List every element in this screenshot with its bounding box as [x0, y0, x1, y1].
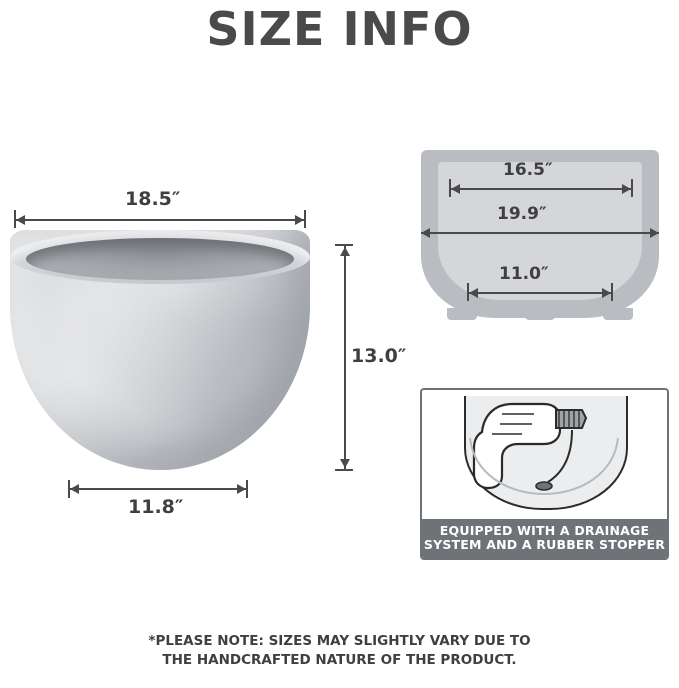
- inner-bottom-label: 11.0″: [499, 264, 549, 284]
- top-width-arrow-right: [295, 215, 304, 225]
- cross-section-foot-center: [525, 308, 555, 320]
- inner-top-arrow-right: [622, 184, 631, 194]
- drainage-caption-line2: SYSTEM AND A RUBBER STOPPER: [423, 537, 666, 552]
- hand-and-stopper-illustration: [422, 390, 667, 520]
- footer-note: [0, 632, 679, 670]
- inner-bottom-cap-right: [611, 283, 613, 301]
- height-arrow-top: [340, 247, 350, 256]
- drainage-caption-line1: EQUIPPED WITH A DRAINAGE: [439, 523, 650, 538]
- top-width-label: 18.5″: [125, 188, 181, 210]
- inner-top-dimension-line: [449, 188, 633, 190]
- cross-section-foot-left: [447, 308, 477, 320]
- inner-top-arrow-left: [451, 184, 460, 194]
- inner-bottom-arrow-left: [469, 288, 478, 298]
- inner-bottom-arrow-right: [602, 288, 611, 298]
- base-width-arrow-left: [70, 484, 79, 494]
- outer-width-arrow-right: [650, 228, 659, 238]
- height-arrow-bottom: [340, 459, 350, 468]
- height-label: 13.0″: [351, 345, 407, 367]
- base-width-label: 11.8″: [128, 496, 184, 518]
- cross-section-panel: [415, 140, 665, 330]
- rubber-stopper-icon: [556, 410, 586, 428]
- outer-width-dimension-line: [421, 232, 659, 234]
- height-dimension-line: [344, 244, 346, 470]
- base-width-dimension-line: [68, 488, 248, 490]
- inner-top-label: 16.5″: [503, 160, 553, 180]
- drainage-caption: [422, 519, 667, 558]
- top-width-arrow-left: [16, 215, 25, 225]
- height-cap-top: [335, 244, 353, 246]
- cross-section-foot-right: [603, 308, 633, 320]
- base-width-arrow-right: [237, 484, 246, 494]
- footer-line-1: *PLEASE NOTE: SIZES MAY SLIGHTLY VARY DUE TO: [148, 633, 531, 649]
- product-photo-panel: [0, 150, 407, 570]
- top-width-dimension-line: [14, 219, 306, 221]
- planter-interior: [26, 238, 294, 280]
- page-title: SIZE INFO: [206, 2, 473, 56]
- base-width-cap-right: [246, 480, 248, 498]
- inner-top-cap-right: [631, 179, 633, 197]
- inner-bottom-dimension-line: [467, 292, 613, 294]
- drainage-panel: [420, 388, 669, 560]
- top-width-cap-right: [304, 210, 306, 228]
- footer-line-2: THE HANDCRAFTED NATURE OF THE PRODUCT.: [162, 652, 517, 668]
- outer-width-label: 19.9″: [497, 204, 547, 224]
- height-cap-bottom: [335, 469, 353, 471]
- outer-width-arrow-left: [421, 228, 430, 238]
